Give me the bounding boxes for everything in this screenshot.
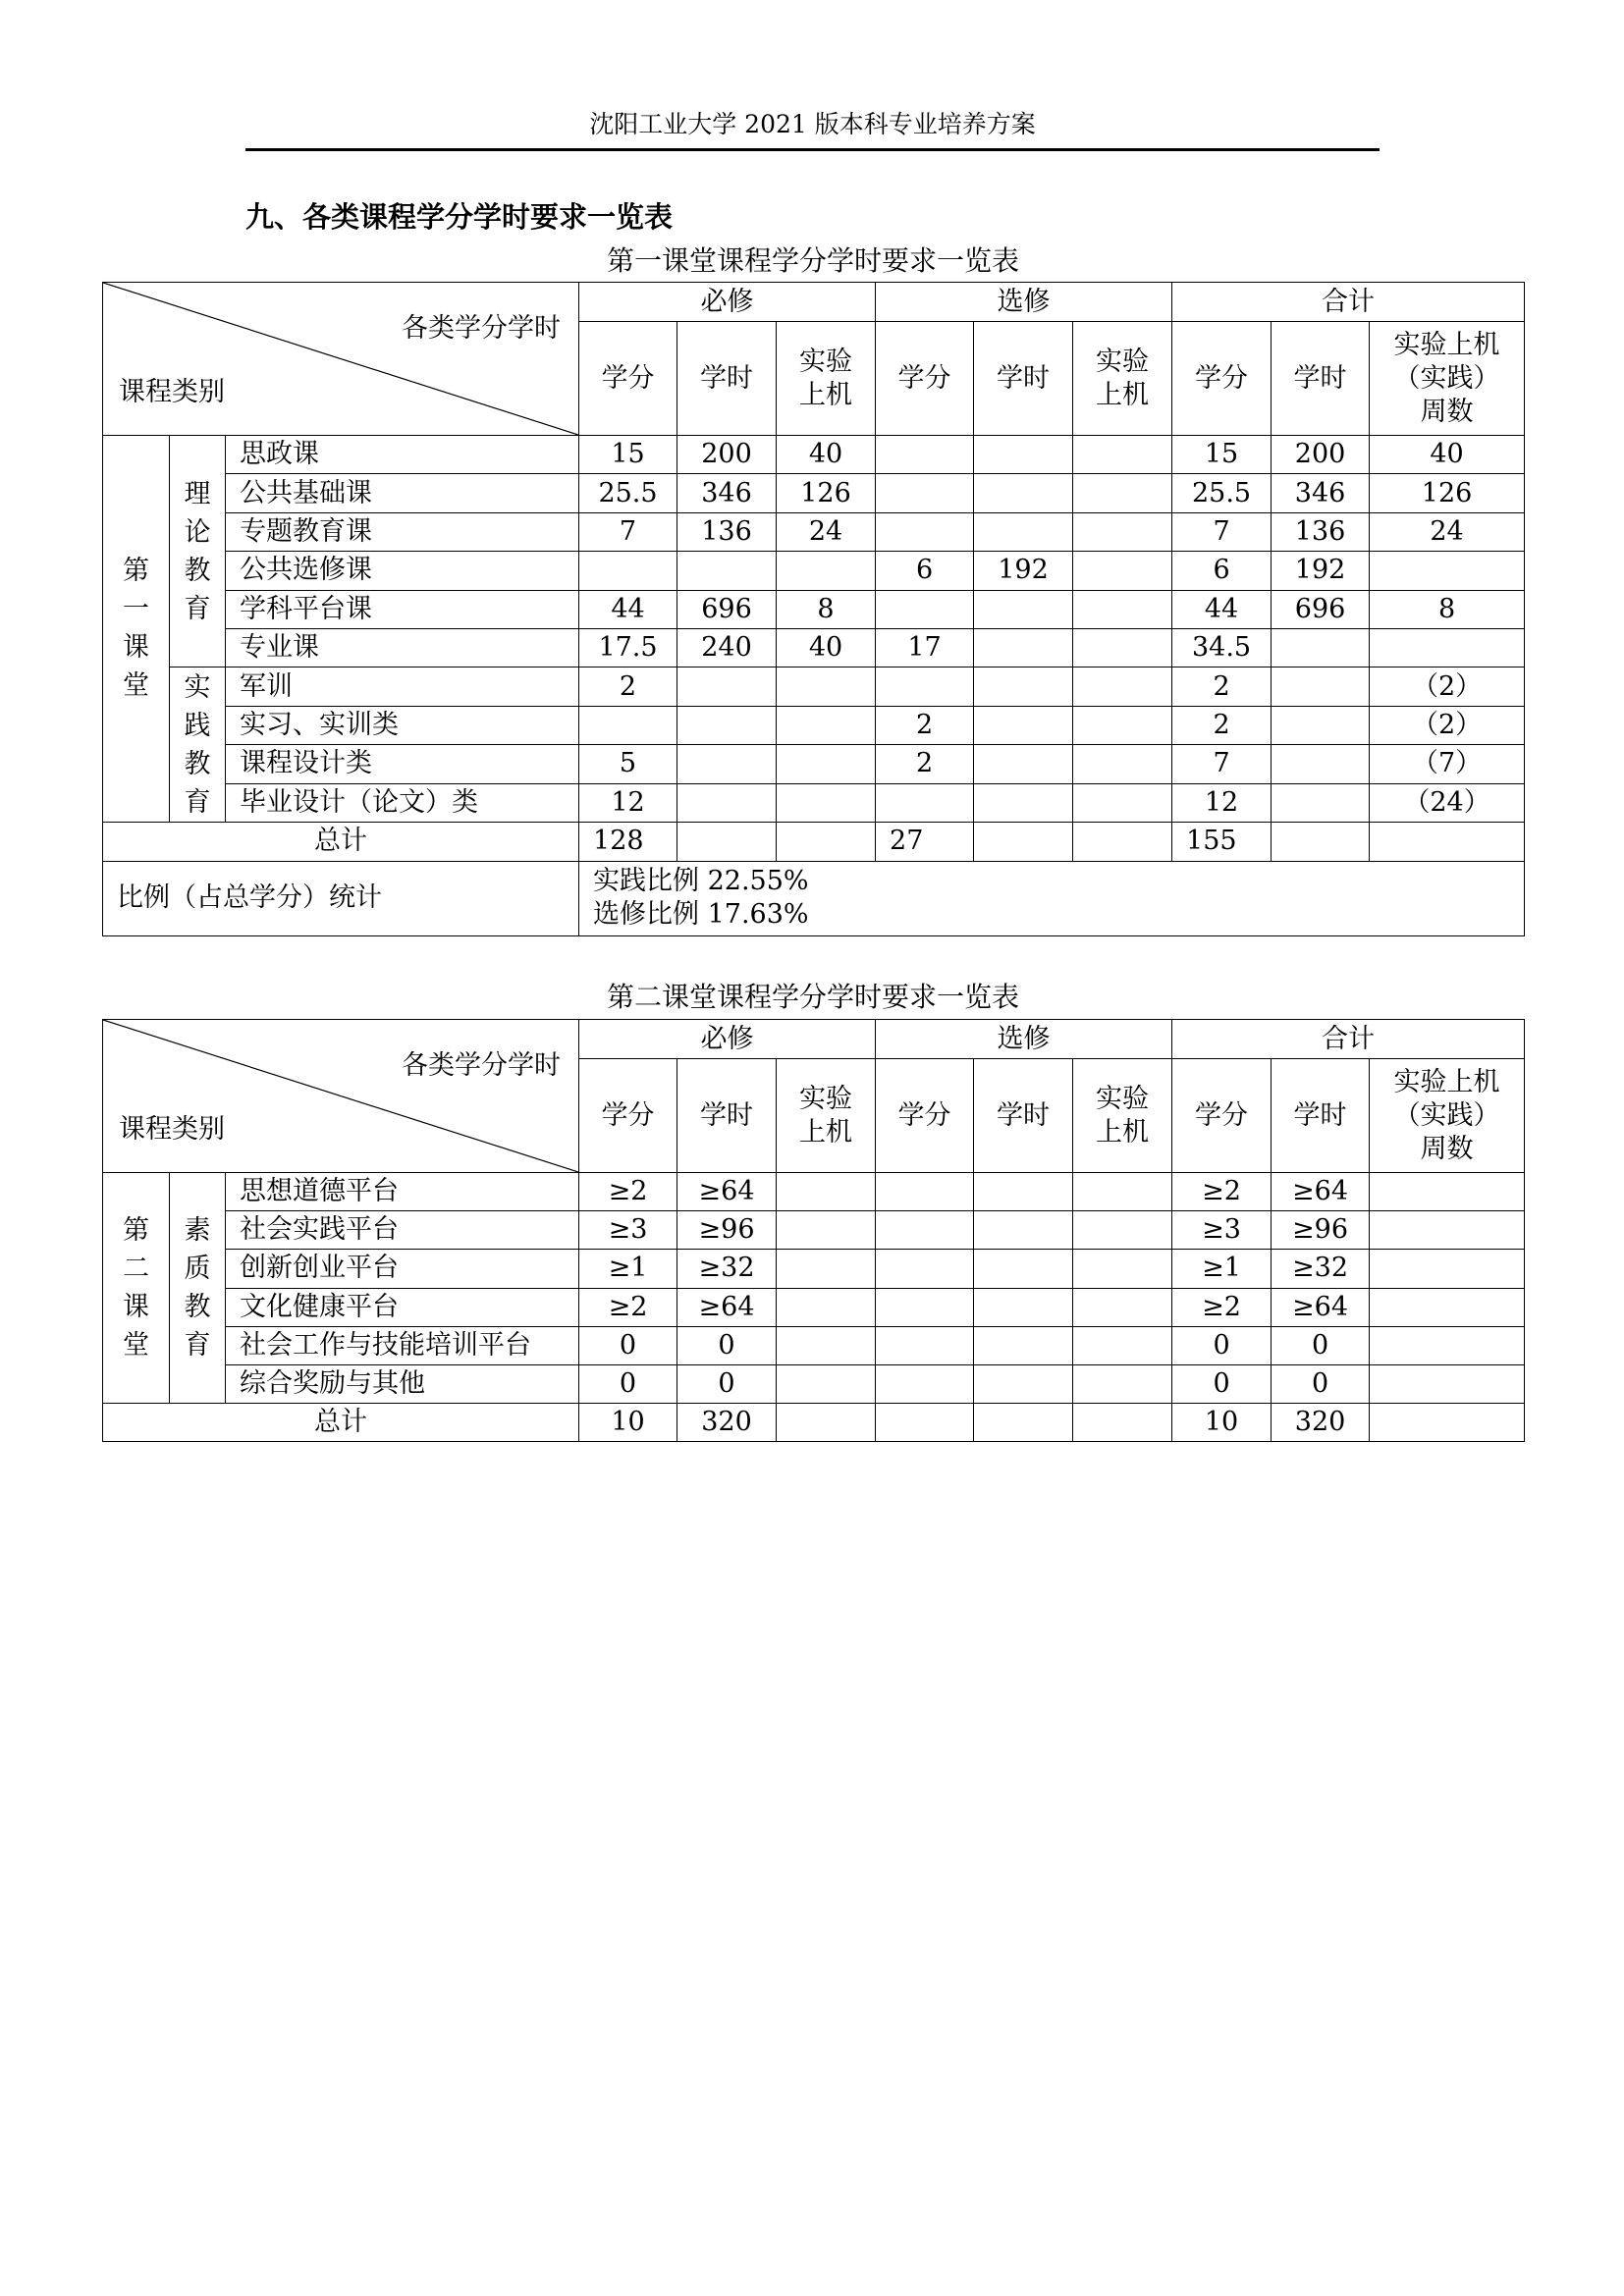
value-cell xyxy=(1073,436,1172,474)
table-row xyxy=(103,1211,1525,1250)
value-cell xyxy=(777,1288,876,1326)
quality-education-label: 素 质 教 育 xyxy=(170,1173,226,1404)
value-cell xyxy=(974,706,1073,744)
value-cell: 200 xyxy=(1272,436,1370,474)
value-cell xyxy=(974,1364,1073,1403)
value-cell: 2 xyxy=(876,706,974,744)
course-category: 实习、实训类 xyxy=(226,706,579,744)
value-cell xyxy=(1272,745,1370,783)
value-cell: 40 xyxy=(1370,436,1525,474)
value-cell xyxy=(876,474,974,512)
value-cell: 5 xyxy=(579,745,677,783)
value-cell: 7 xyxy=(579,512,677,551)
group-elective: 选修 xyxy=(876,283,1172,322)
table-row xyxy=(103,1288,1525,1326)
value-cell: 2 xyxy=(1172,706,1272,744)
course-category: 思政课 xyxy=(226,436,579,474)
total-row xyxy=(103,822,1525,861)
value-cell xyxy=(677,745,777,783)
value-cell xyxy=(974,1173,1073,1211)
value-cell: ≥3 xyxy=(1172,1211,1272,1250)
value-cell: ≥2 xyxy=(579,1288,677,1326)
header-rule xyxy=(245,148,1380,151)
corner-top-label: 各类学分学时 xyxy=(402,1050,562,1081)
value-cell: ≥32 xyxy=(677,1250,777,1288)
value-cell xyxy=(1073,552,1172,590)
table-row xyxy=(103,745,1525,783)
value-cell: 0 xyxy=(1172,1326,1272,1364)
value-cell xyxy=(777,1173,876,1211)
value-cell xyxy=(1073,1326,1172,1364)
group-header-row xyxy=(103,1020,1525,1059)
total-cell xyxy=(1370,1404,1525,1442)
total-cell xyxy=(1272,822,1370,861)
value-cell xyxy=(1073,1211,1172,1250)
ratio-values xyxy=(579,861,1525,935)
value-cell xyxy=(974,436,1073,474)
practice-ratio: 实践比例 22.55% xyxy=(593,866,809,897)
value-cell: 2 xyxy=(876,745,974,783)
table-row xyxy=(103,706,1525,744)
total-cell: 155 xyxy=(1172,822,1272,861)
value-cell xyxy=(974,667,1073,706)
value-cell: 44 xyxy=(579,590,677,628)
value-cell: 192 xyxy=(1272,552,1370,590)
value-cell: 17.5 xyxy=(579,628,677,667)
course-category: 思想道德平台 xyxy=(226,1173,579,1211)
value-cell: （24） xyxy=(1370,783,1525,822)
value-cell xyxy=(677,783,777,822)
value-cell xyxy=(1370,552,1525,590)
corner-top-label: 各类学分学时 xyxy=(402,313,562,344)
value-cell: 17 xyxy=(876,628,974,667)
total-cell xyxy=(777,1404,876,1442)
value-cell xyxy=(876,1364,974,1403)
value-cell: 346 xyxy=(1272,474,1370,512)
value-cell xyxy=(1370,1211,1525,1250)
value-cell: 0 xyxy=(677,1326,777,1364)
total-cell xyxy=(1073,822,1172,861)
value-cell: 34.5 xyxy=(1172,628,1272,667)
value-cell: 192 xyxy=(974,552,1073,590)
total-cell: 10 xyxy=(1172,1404,1272,1442)
total-cell xyxy=(1370,822,1525,861)
value-cell: 40 xyxy=(777,436,876,474)
value-cell: 25.5 xyxy=(579,474,677,512)
value-cell: ≥64 xyxy=(1272,1288,1370,1326)
value-cell xyxy=(876,512,974,551)
value-cell: 0 xyxy=(579,1326,677,1364)
value-cell xyxy=(1370,628,1525,667)
col-lab: 实验 上机 xyxy=(777,322,876,436)
value-cell xyxy=(1073,1250,1172,1288)
total-cell: 320 xyxy=(1272,1404,1370,1442)
value-cell xyxy=(974,783,1073,822)
value-cell xyxy=(974,628,1073,667)
value-cell: ≥32 xyxy=(1272,1250,1370,1288)
section-heading: 九、各类课程学分学时要求一览表 xyxy=(245,200,674,234)
value-cell: ≥96 xyxy=(1272,1211,1370,1250)
total-cell: 27 xyxy=(876,822,974,861)
total-label: 总计 xyxy=(103,1404,579,1442)
course-category: 社会实践平台 xyxy=(226,1211,579,1250)
value-cell: ≥2 xyxy=(1172,1288,1272,1326)
group-total: 合计 xyxy=(1172,283,1525,322)
classroom-label: 第 一 课 堂 xyxy=(103,436,170,823)
group-required: 必修 xyxy=(579,283,876,322)
value-cell xyxy=(1073,783,1172,822)
value-cell xyxy=(1073,512,1172,551)
course-category: 公共选修课 xyxy=(226,552,579,590)
value-cell xyxy=(876,1250,974,1288)
value-cell: 12 xyxy=(1172,783,1272,822)
corner-cell xyxy=(103,1020,579,1173)
value-cell xyxy=(777,1326,876,1364)
course-category: 课程设计类 xyxy=(226,745,579,783)
value-cell: 136 xyxy=(1272,512,1370,551)
total-cell: 10 xyxy=(579,1404,677,1442)
value-cell xyxy=(777,783,876,822)
value-cell xyxy=(1272,783,1370,822)
total-cell xyxy=(974,822,1073,861)
value-cell: 0 xyxy=(677,1364,777,1403)
value-cell xyxy=(1272,667,1370,706)
value-cell xyxy=(777,667,876,706)
value-cell: 44 xyxy=(1172,590,1272,628)
table-row xyxy=(103,1364,1525,1403)
value-cell xyxy=(876,1211,974,1250)
table-row xyxy=(103,552,1525,590)
total-cell xyxy=(677,822,777,861)
value-cell xyxy=(1073,745,1172,783)
value-cell xyxy=(777,1250,876,1288)
col-credit: 学分 xyxy=(876,1059,974,1173)
col-hours: 学时 xyxy=(974,1059,1073,1173)
value-cell: 0 xyxy=(1272,1364,1370,1403)
col-lab: 实验 上机 xyxy=(777,1059,876,1173)
value-cell xyxy=(1073,474,1172,512)
value-cell xyxy=(1073,667,1172,706)
table-row xyxy=(103,667,1525,706)
value-cell xyxy=(1370,1173,1525,1211)
course-category: 专题教育课 xyxy=(226,512,579,551)
value-cell: 6 xyxy=(1172,552,1272,590)
running-header: 沈阳工业大学 2021 版本科专业培养方案 xyxy=(589,110,1036,138)
value-cell xyxy=(677,706,777,744)
table-row xyxy=(103,628,1525,667)
value-cell xyxy=(974,1326,1073,1364)
value-cell: ≥2 xyxy=(579,1173,677,1211)
table-row xyxy=(103,783,1525,822)
course-category: 专业课 xyxy=(226,628,579,667)
value-cell xyxy=(1073,1173,1172,1211)
value-cell xyxy=(876,667,974,706)
value-cell xyxy=(1073,628,1172,667)
value-cell: 24 xyxy=(1370,512,1525,551)
value-cell: ≥64 xyxy=(1272,1173,1370,1211)
col-credit: 学分 xyxy=(1172,322,1272,436)
col-credit: 学分 xyxy=(579,1059,677,1173)
value-cell xyxy=(1370,1250,1525,1288)
table-row xyxy=(103,436,1525,474)
value-cell xyxy=(974,1211,1073,1250)
value-cell xyxy=(1370,1326,1525,1364)
value-cell xyxy=(1073,590,1172,628)
value-cell: 2 xyxy=(579,667,677,706)
group-total: 合计 xyxy=(1172,1020,1525,1059)
ratio-row xyxy=(103,861,1525,935)
col-lab-weeks: 实验上机 （实践） 周数 xyxy=(1370,322,1525,436)
corner-bottom-label: 课程类别 xyxy=(119,377,225,407)
total-cell xyxy=(974,1404,1073,1442)
total-cell xyxy=(876,1404,974,1442)
elective-ratio: 选修比例 17.63% xyxy=(593,899,809,931)
value-cell: 12 xyxy=(579,783,677,822)
value-cell: 8 xyxy=(777,590,876,628)
table-row xyxy=(103,474,1525,512)
total-cell xyxy=(1073,1404,1172,1442)
table1-caption: 第一课堂课程学分学时要求一览表 xyxy=(606,244,1019,277)
value-cell: ≥64 xyxy=(677,1288,777,1326)
table-row xyxy=(103,1250,1525,1288)
group-header-row xyxy=(103,283,1525,322)
value-cell xyxy=(777,1364,876,1403)
value-cell: 25.5 xyxy=(1172,474,1272,512)
value-cell xyxy=(1272,706,1370,744)
value-cell: 2 xyxy=(1172,667,1272,706)
group-required: 必修 xyxy=(579,1020,876,1059)
value-cell: 0 xyxy=(579,1364,677,1403)
value-cell: （7） xyxy=(1370,745,1525,783)
value-cell: ≥1 xyxy=(1172,1250,1272,1288)
course-category: 创新创业平台 xyxy=(226,1250,579,1288)
total-cell: 128 xyxy=(579,822,677,861)
col-hours: 学时 xyxy=(677,322,777,436)
col-credit: 学分 xyxy=(579,322,677,436)
value-cell: ≥64 xyxy=(677,1173,777,1211)
value-cell: 7 xyxy=(1172,745,1272,783)
value-cell: ≥96 xyxy=(677,1211,777,1250)
value-cell: 696 xyxy=(677,590,777,628)
col-credit: 学分 xyxy=(876,322,974,436)
value-cell: 7 xyxy=(1172,512,1272,551)
value-cell: 346 xyxy=(677,474,777,512)
value-cell: 136 xyxy=(677,512,777,551)
value-cell: （2） xyxy=(1370,706,1525,744)
value-cell xyxy=(777,745,876,783)
value-cell xyxy=(974,745,1073,783)
col-hours: 学时 xyxy=(1272,322,1370,436)
group-elective: 选修 xyxy=(876,1020,1172,1059)
value-cell xyxy=(974,590,1073,628)
total-row xyxy=(103,1404,1525,1442)
value-cell xyxy=(1272,628,1370,667)
value-cell xyxy=(1073,1288,1172,1326)
value-cell xyxy=(876,1326,974,1364)
value-cell: 696 xyxy=(1272,590,1370,628)
value-cell: 15 xyxy=(579,436,677,474)
value-cell xyxy=(1073,706,1172,744)
course-category: 综合奖励与其他 xyxy=(226,1364,579,1403)
table-row xyxy=(103,512,1525,551)
value-cell: ≥3 xyxy=(579,1211,677,1250)
value-cell: 15 xyxy=(1172,436,1272,474)
course-category: 学科平台课 xyxy=(226,590,579,628)
table-row xyxy=(103,1326,1525,1364)
table-row xyxy=(103,590,1525,628)
value-cell xyxy=(876,1173,974,1211)
second-classroom-table xyxy=(102,1019,1525,1442)
value-cell: 126 xyxy=(777,474,876,512)
total-label: 总计 xyxy=(103,822,579,861)
value-cell xyxy=(974,512,1073,551)
col-hours: 学时 xyxy=(1272,1059,1370,1173)
value-cell: 200 xyxy=(677,436,777,474)
col-hours: 学时 xyxy=(677,1059,777,1173)
value-cell xyxy=(579,552,677,590)
col-lab: 实验 上机 xyxy=(1073,1059,1172,1173)
course-category: 军训 xyxy=(226,667,579,706)
value-cell xyxy=(777,706,876,744)
value-cell xyxy=(1073,1364,1172,1403)
course-category: 公共基础课 xyxy=(226,474,579,512)
course-category: 毕业设计（论文）类 xyxy=(226,783,579,822)
col-lab-weeks: 实验上机 （实践） 周数 xyxy=(1370,1059,1525,1173)
value-cell xyxy=(974,1288,1073,1326)
value-cell: ≥1 xyxy=(579,1250,677,1288)
value-cell xyxy=(876,590,974,628)
value-cell: 40 xyxy=(777,628,876,667)
total-cell: 320 xyxy=(677,1404,777,1442)
value-cell: 8 xyxy=(1370,590,1525,628)
col-lab: 实验 上机 xyxy=(1073,322,1172,436)
value-cell: 0 xyxy=(1172,1364,1272,1403)
value-cell xyxy=(777,552,876,590)
total-cell xyxy=(777,822,876,861)
value-cell xyxy=(579,706,677,744)
value-cell: 0 xyxy=(1272,1326,1370,1364)
classroom-label: 第 二 课 堂 xyxy=(103,1173,170,1404)
value-cell xyxy=(677,667,777,706)
course-category: 社会工作与技能培训平台 xyxy=(226,1326,579,1364)
theory-education-label: 理 论 教 育 xyxy=(170,436,226,667)
practice-education-label: 实 践 教 育 xyxy=(170,667,226,823)
table-row xyxy=(103,1173,1525,1211)
corner-cell xyxy=(103,283,579,436)
col-hours: 学时 xyxy=(974,322,1073,436)
value-cell xyxy=(1370,1288,1525,1326)
value-cell: （2） xyxy=(1370,667,1525,706)
value-cell xyxy=(876,783,974,822)
value-cell: 240 xyxy=(677,628,777,667)
value-cell xyxy=(1370,1364,1525,1403)
value-cell xyxy=(876,1288,974,1326)
col-credit: 学分 xyxy=(1172,1059,1272,1173)
value-cell: 126 xyxy=(1370,474,1525,512)
ratio-label: 比例（占总学分）统计 xyxy=(103,861,579,935)
value-cell xyxy=(677,552,777,590)
value-cell xyxy=(974,1250,1073,1288)
table2-caption: 第二课堂课程学分学时要求一览表 xyxy=(606,981,1019,1013)
value-cell xyxy=(876,436,974,474)
course-category: 文化健康平台 xyxy=(226,1288,579,1326)
value-cell: 24 xyxy=(777,512,876,551)
value-cell: 6 xyxy=(876,552,974,590)
first-classroom-table xyxy=(102,282,1525,936)
value-cell xyxy=(974,474,1073,512)
value-cell: ≥2 xyxy=(1172,1173,1272,1211)
value-cell xyxy=(777,1211,876,1250)
corner-bottom-label: 课程类别 xyxy=(119,1114,225,1145)
